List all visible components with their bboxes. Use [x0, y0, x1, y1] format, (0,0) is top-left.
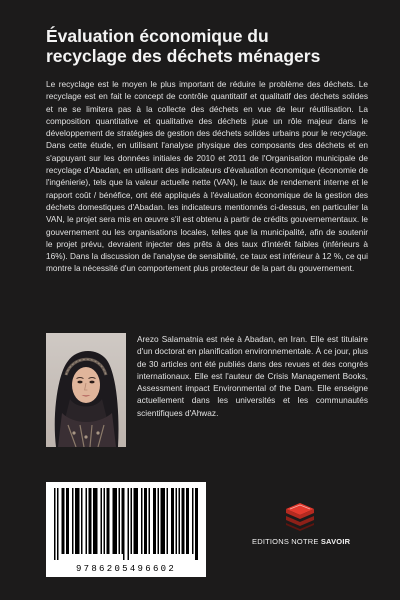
- barcode-bar: [173, 488, 175, 554]
- publisher-mark: [252, 497, 351, 557]
- publisher-name: [252, 537, 351, 546]
- barcode-bar: [144, 488, 146, 554]
- barcode-bar: [155, 488, 157, 554]
- barcode-bar: [131, 488, 133, 554]
- barcode-bar: [183, 488, 185, 554]
- barcode-bar: [108, 488, 110, 554]
- barcode-bar: [197, 488, 199, 560]
- barcode-bar: [93, 488, 95, 554]
- author-bio: Arezo Salamatnia est née à Abadan, en Iran. Elle est titulaire d'un doctorat en planification environnementale. À ce jour, plus de 30 articles ont été publiés dans des revues et des congrès internationaux. Elle est l'auteur de Crisis Management Books, Assessment impact Environmental of the Dam. Elle enseigne actuellement dans les universités et les communautés scientifiques d'Ahwaz.: [137, 334, 368, 418]
- barcode-bar: [135, 488, 137, 554]
- barcode-bar: [167, 488, 169, 554]
- barcode-bar: [162, 488, 164, 554]
- barcode-bar: [57, 488, 59, 560]
- barcode-bar: [63, 488, 65, 554]
- barcode-bar: [182, 488, 184, 554]
- book-abstract: Le recyclage est le moyen le plus important de réduire le problème des déchets. Le recyclage est en fait le concept de contrôle quantitatif et qualitatif des déchets solides et ne se limitera pas à la collecte des déchets en vue de leur réutilisation. La composition quantitative et qualitative des déchets joue un rôle majeur dans le développement de stratégies de gestion des déchets solides urbains pour le recyclage. Dans cette étude, en utilisant l'analyse physique des composants des déchets et en s'appuyant sur les données initiales de 2010 et 2011 de l'Organisation municipale de recyclage d'Abadan, en utilisant des indicateurs d'évaluation économique (économie de l'ingénierie), tels que la valeur actuelle nette (VAN), le taux de rendement interne et le rapport coût / bénéfice, ont été appliqués à l'évaluation économique de la gestion des déchets domestiques d'Abadan. les indicateurs mentionnés ci-dessus, en particulier la VAN, le projet sera mis en œuvre s'il est obtenu à partir de crédits gouvernementaux. le gouvernement ou les organisations locales, telles que la municipalité, afin de soutenir le projet prévu, devraient injecter des prêts à des taux d'intérêt faibles (inférieurs à 16%). Dans la discussion de l'analyse de sensibilité, ce taux est inférieur à 12 %, ce qui montre la nécessité d'un comportement plus protecteur de la part du gouvernement.: [46, 79, 368, 274]
- barcode-bar: [66, 488, 68, 554]
- barcode-bar: [104, 488, 106, 554]
- barcode-bar: [164, 488, 166, 554]
- barcode-bar: [89, 488, 91, 554]
- publisher-bold: SAVOIR: [320, 537, 351, 546]
- isbn-barcode: [46, 482, 206, 577]
- barcode-bar: [186, 488, 188, 554]
- barcode-bar: [78, 488, 80, 554]
- publisher-prefix: EDITIONS NOTRE: [252, 537, 321, 546]
- barcode-bar: [72, 488, 74, 554]
- barcode-bar: [107, 488, 109, 554]
- barcode-bar: [96, 488, 98, 554]
- barcode-bar: [95, 488, 97, 554]
- title-line-2: recyclage des déchets ménagers: [46, 46, 321, 66]
- barcode-bar: [134, 488, 136, 554]
- barcode-bar: [179, 488, 181, 554]
- barcode-bar: [153, 488, 155, 554]
- barcode-bar: [77, 488, 79, 554]
- barcode-bar: [188, 488, 190, 554]
- barcode-bar: [161, 488, 163, 554]
- barcode-bar: [101, 488, 103, 554]
- stacked-books-icon: [282, 497, 318, 531]
- barcode-bar: [90, 488, 92, 554]
- barcode-bar: [195, 488, 197, 560]
- barcode-bar: [62, 488, 64, 554]
- title-line-1: Évaluation économique du: [46, 26, 269, 46]
- barcode-bar: [149, 488, 151, 554]
- barcode-bar: [119, 488, 121, 554]
- barcode-bar: [171, 488, 173, 554]
- author-section: [46, 333, 368, 451]
- barcode-bar: [114, 488, 116, 554]
- barcode-bar: [54, 488, 56, 560]
- barcode-bar: [86, 488, 88, 554]
- barcode-bar: [75, 488, 77, 554]
- barcode-bar: [113, 488, 115, 554]
- author-portrait: [46, 333, 126, 447]
- barcode-bar: [137, 488, 139, 554]
- barcode-bar: [116, 488, 118, 554]
- barcode-bar: [122, 488, 124, 554]
- barcode-bar: [68, 488, 70, 554]
- barcode-bars: [46, 482, 206, 564]
- barcode-bar: [123, 488, 125, 560]
- barcode-bar: [81, 488, 83, 554]
- book-title: [46, 26, 376, 66]
- barcode-bar: [192, 488, 194, 554]
- barcode-bar: [176, 488, 178, 554]
- barcode-bar: [146, 488, 148, 554]
- isbn-number: 9786205496602: [75, 564, 177, 574]
- barcode-bar: [141, 488, 143, 554]
- barcode-bar: [128, 488, 130, 560]
- barcode-bar: [158, 488, 160, 554]
